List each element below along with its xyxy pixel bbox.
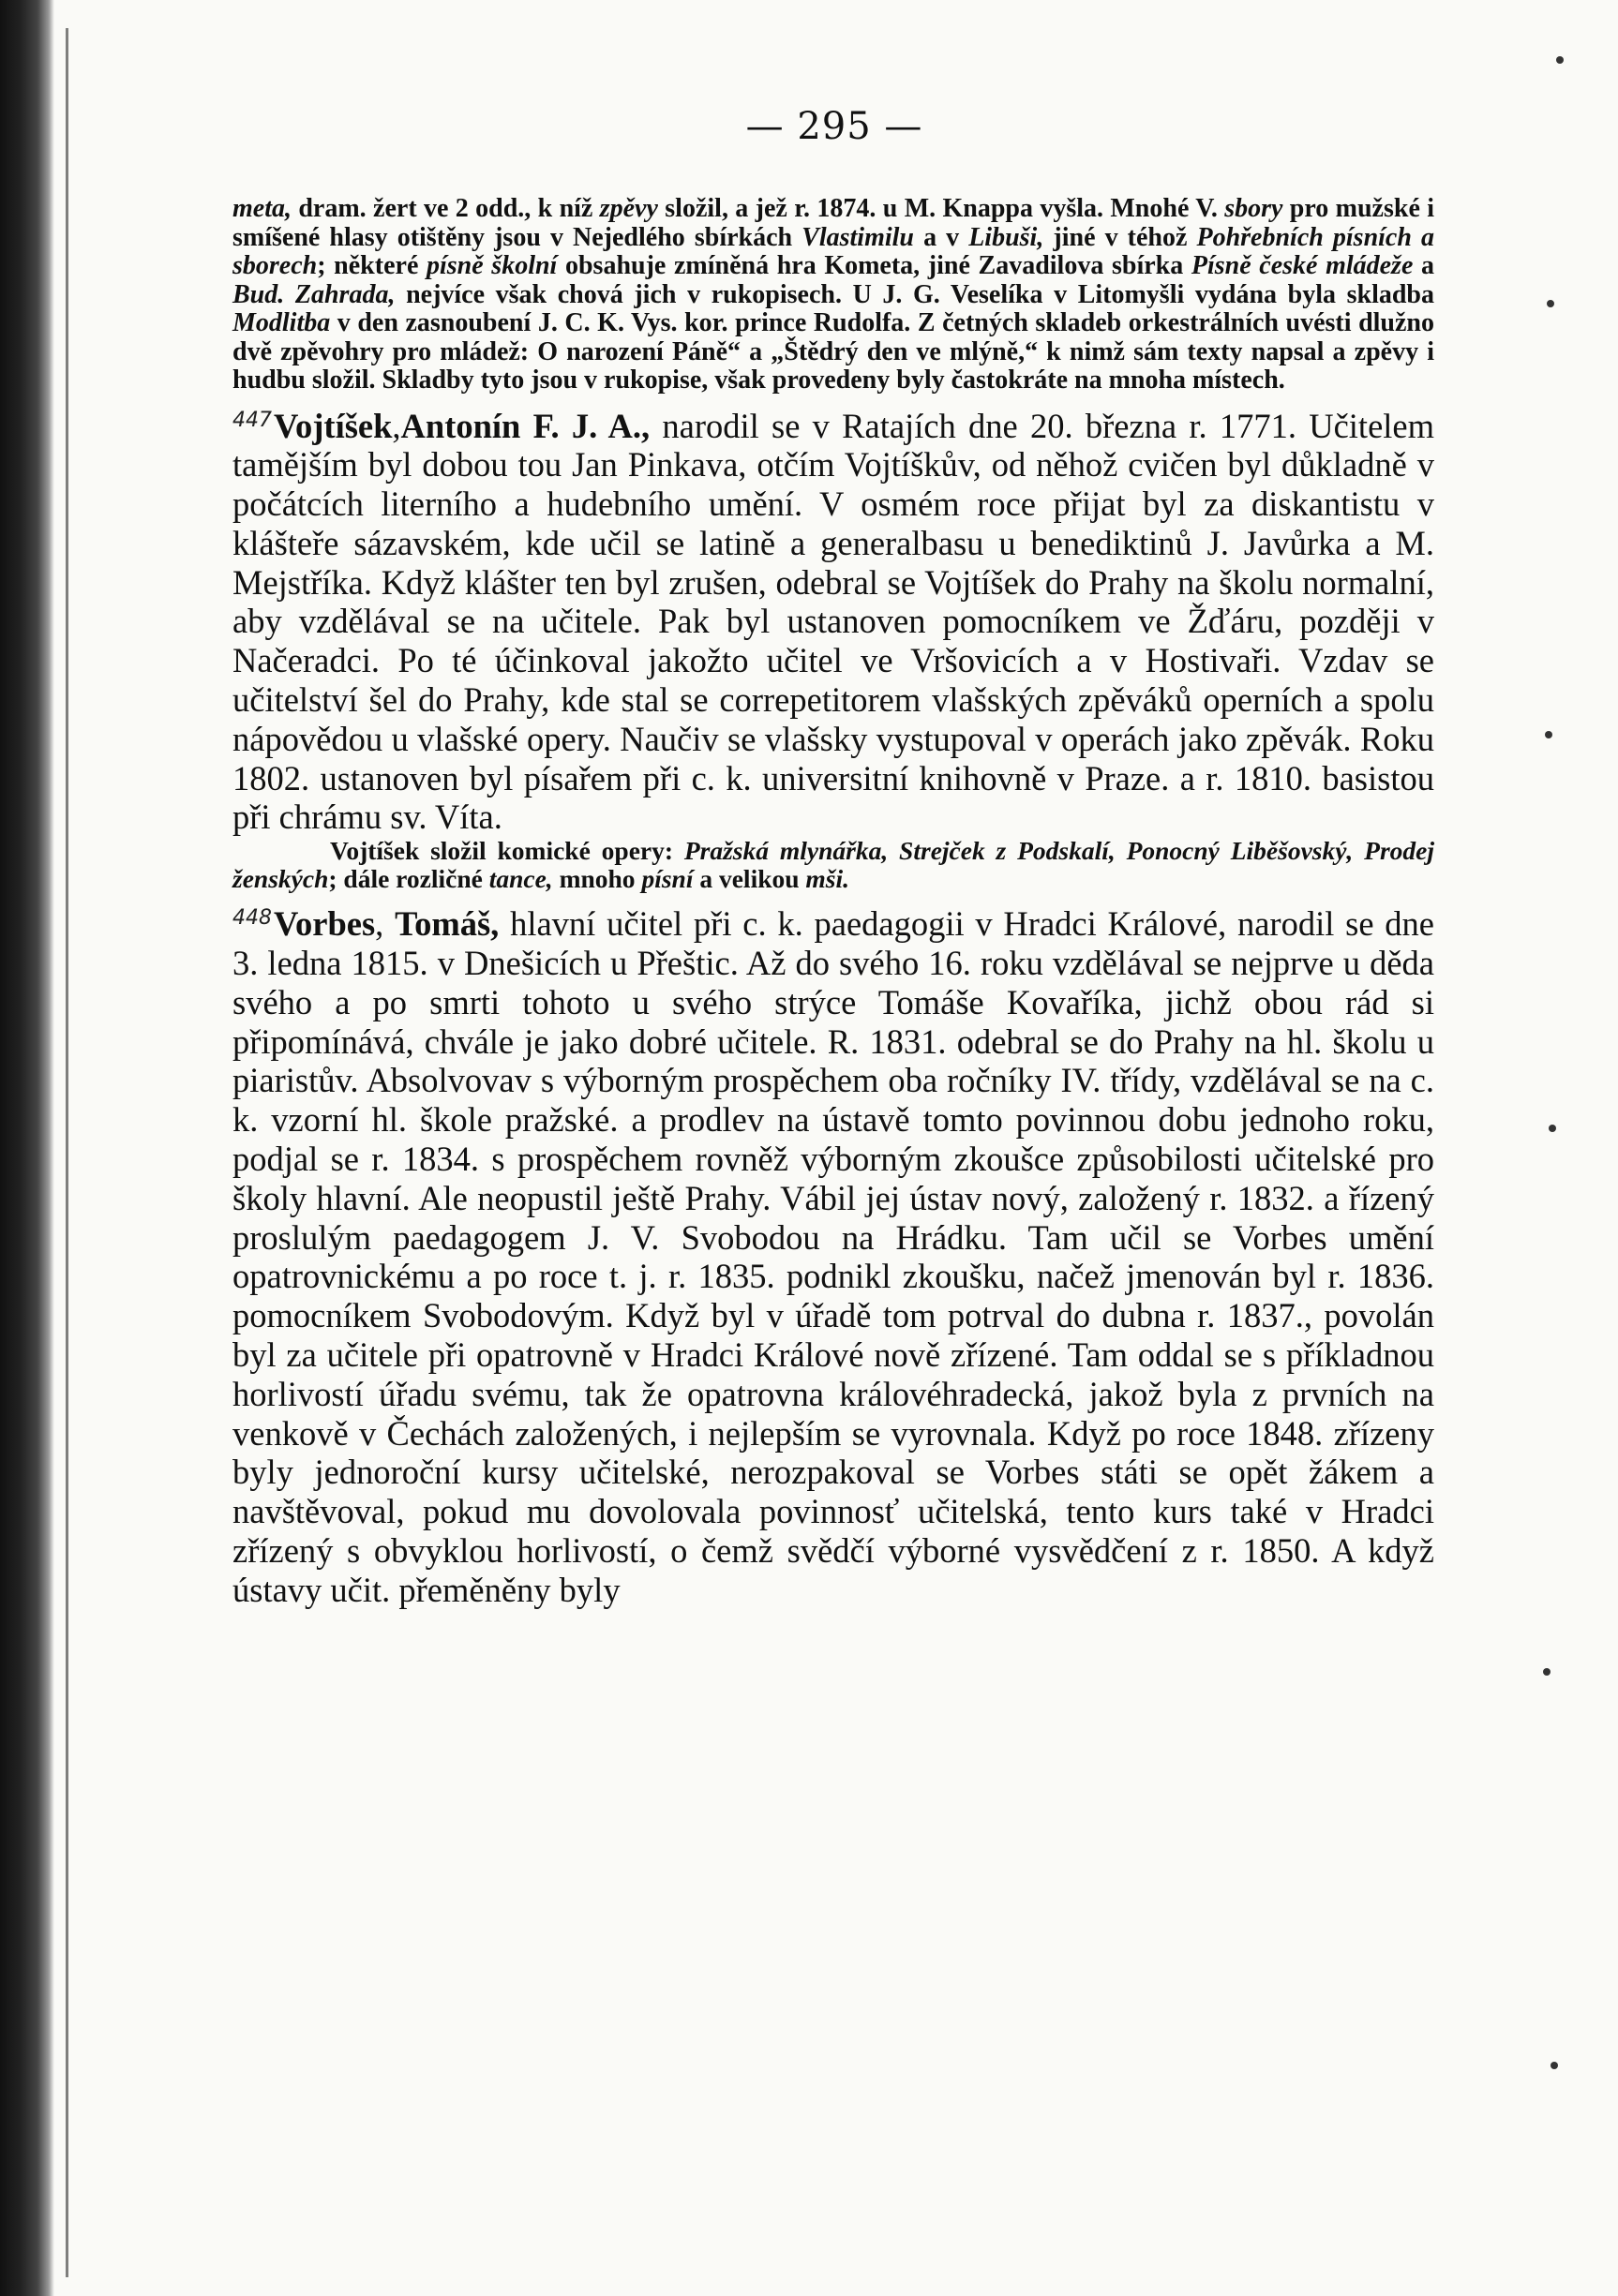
- continuation-text: zpěvy: [599, 194, 658, 223]
- entry-vojtisek-works: [232, 837, 1434, 893]
- works-text: mši.: [805, 864, 850, 894]
- entry-vojtisek: [232, 401, 1434, 838]
- continuation-text: ; některé: [317, 251, 427, 280]
- works-text: a velikou: [693, 864, 806, 894]
- entry-surname: Vorbes: [274, 904, 376, 944]
- continuation-text: nejvíce však chová jich v rukopisech. U J. G. Veselíka v Litomyšli vydána byla skladba: [395, 279, 1434, 309]
- continuation-text: v den zasnoubení J. C. K. Vys. kor. prince Rudolfa. Z četných skladeb orkestrálních uvésti dlužno dvě zpěvohry pro mládež: O narození Páně“ a „Štědrý den ve mlýně,“ k nimž sám texty napsal a zpěvy i hudbu složil. Skladby tyto jsou v rukopise, však provedeny byly častokráte na mnoha místech.: [232, 308, 1434, 395]
- continuation-text: písně školní: [427, 251, 558, 280]
- continuation-text: a: [1413, 251, 1435, 280]
- entry-separator: ,: [375, 904, 384, 944]
- works-titles: Pražská mlynářka, Strejček z Podskalí, Ponocný Liběšovský, Prodej ženských: [232, 836, 1434, 894]
- works-text: ; dále rozličné: [328, 864, 489, 894]
- works-text: písní: [641, 864, 694, 894]
- entry-given-names: Antonín F. J. A.,: [400, 406, 651, 445]
- continuation-text: Modlitba: [232, 308, 331, 337]
- continuation-text: Pohřebních písních a sborech: [232, 222, 1434, 280]
- continuation-text: a v: [914, 222, 969, 252]
- continuation-text: jiné v téhož: [1043, 222, 1197, 252]
- continuation-paragraph: [232, 195, 1434, 395]
- page-body: [232, 195, 1434, 1610]
- entry-surname: Vojtíšek: [274, 406, 393, 445]
- continuation-text: sbory: [1224, 194, 1283, 223]
- continuation-text: Vlastimilu: [802, 222, 914, 252]
- page-edge-line: [66, 28, 68, 2277]
- continuation-text: pro mužské i smíšené hlasy otištěny jsou v Nejedlého sbírkách: [232, 194, 1435, 252]
- works-text: tance,: [488, 864, 553, 894]
- entry-text: narodil se v Ratajích dne 20. března r. 1771. Učitelem tamějším byl dobou tou Jan Pinkava, otčím Vojtíškův, od něhož cvičen byl důkladně v počátcích literního a hudebního umění. V osmém roce přijat byl za diskantistu v klášteře sázavském, kde učil se latině a generalbasu u benediktinů J. Javůrka a M. Mejstříka. Když klášter ten byl zrušen, odebral se Vojtíšek do Prahy na školu normalní, aby vzdělával se na učitele. Pak byl ustanoven pomocníkem ve Žďáru, později v Načeradci. Po té účinkoval jakožto učitel ve Vršovicích a v Hostivaři. Vzdav se učitelství šel do Prahy, kde stal se correpetitorem vlašských zpěváků operních a spolu nápovědou u vlašské opery. Naučiv se vlašsky vystupoval v operách jako zpěvák. Roku 1802. ustanoven byl písařem při c. k. universitní knihovně v Praze. a r. 1810. basistou při chrámu sv. Víta.: [232, 406, 1434, 837]
- continuation-text: Bud. Zahrada,: [232, 279, 396, 309]
- works-text: mnoho: [552, 864, 642, 894]
- continuation-text: dram. žert ve 2 odd., k níž: [292, 194, 600, 223]
- book-binding-shadow: [0, 0, 54, 2296]
- page-number: — 295 —: [745, 105, 923, 148]
- entry-vorbes: [232, 899, 1434, 1609]
- works-text: Vojtíšek složil komické opery:: [330, 836, 684, 866]
- continuation-text: Libuši,: [968, 222, 1044, 252]
- entry-separator: ,: [392, 406, 401, 445]
- continuation-text: obsahuje zmíněná hra Kometa, jiné Zavadilova sbírka: [557, 251, 1191, 280]
- continuation-text: Písně české mládeže: [1191, 251, 1414, 280]
- entry-text: hlavní učitel při c. k. paedagogii v Hradci Králové, narodil se dne 3. ledna 1815. v Dnešicích u Přeštic. Až do svého 16. roku vzdělával se nejprve u děda svého a po smrti tohoto u svého strýce Tomáše Kovaříka, jichž obou rád si připomínává, chvále je jako dobré učitele. R. 1831. odebral se do Prahy na hl. školu u piaristův. Absolvovav s výborným prospěchem oba ročníky IV. třídy, vzdělával se na c. k. vzorní hl. škole pražské. a prodlev na ústavě tomto povinnou dobu jednoho roku, podjal se r. 1834. s prospěchem rovněž výborným zkoušce způsobilosti učitelské pro školy hlavní. Ale neopustil ještě Prahy. Vábil jej ústav nový, založený r. 1832. a řízený proslulým paedagogem J. V. Svobodou na Hrádku. Tam učil se Vorbes umění opatrovnickému a po roce t. j. r. 1835. podnikl zkoušku, načež jmenován byl r. 1836. pomocníkem Svobodovým. Když byl v úřadě tom potrval do dubna r. 1837., povolán byl za učitele při opatrovně v Hradci Králové nově zřízené. Tam oddal se s příkladnou horlivostí úřadu svému, tak že opatrovna královéhradecká, jakož byla z prvních na venkově v Čechách založených, i nejlepším se vyrovnala. Když po roce 1848. zřízeny byly jednoroční kursy učitelské, nerozpakoval se Vorbes státi se opět žákem a navštěvoval, pokud mu dovolovala povinnosť učitelská, tento kurs také v Hradci zřízený s obvyklou horlivostí, o čemž svědčí výborné vysvědčení z r. 1850. A když ústavy učit. přeměněny byly: [232, 904, 1434, 1609]
- handwritten-entry-number: 448: [232, 906, 272, 931]
- continuation-text: složil, a jež r. 1874. u M. Knappa vyšla. Mnohé V.: [657, 194, 1225, 223]
- continuation-text: meta,: [232, 194, 292, 223]
- edge-specks: [1537, 19, 1594, 2268]
- handwritten-entry-number: 447: [232, 408, 272, 432]
- entry-given-names: Tomáš,: [395, 904, 500, 944]
